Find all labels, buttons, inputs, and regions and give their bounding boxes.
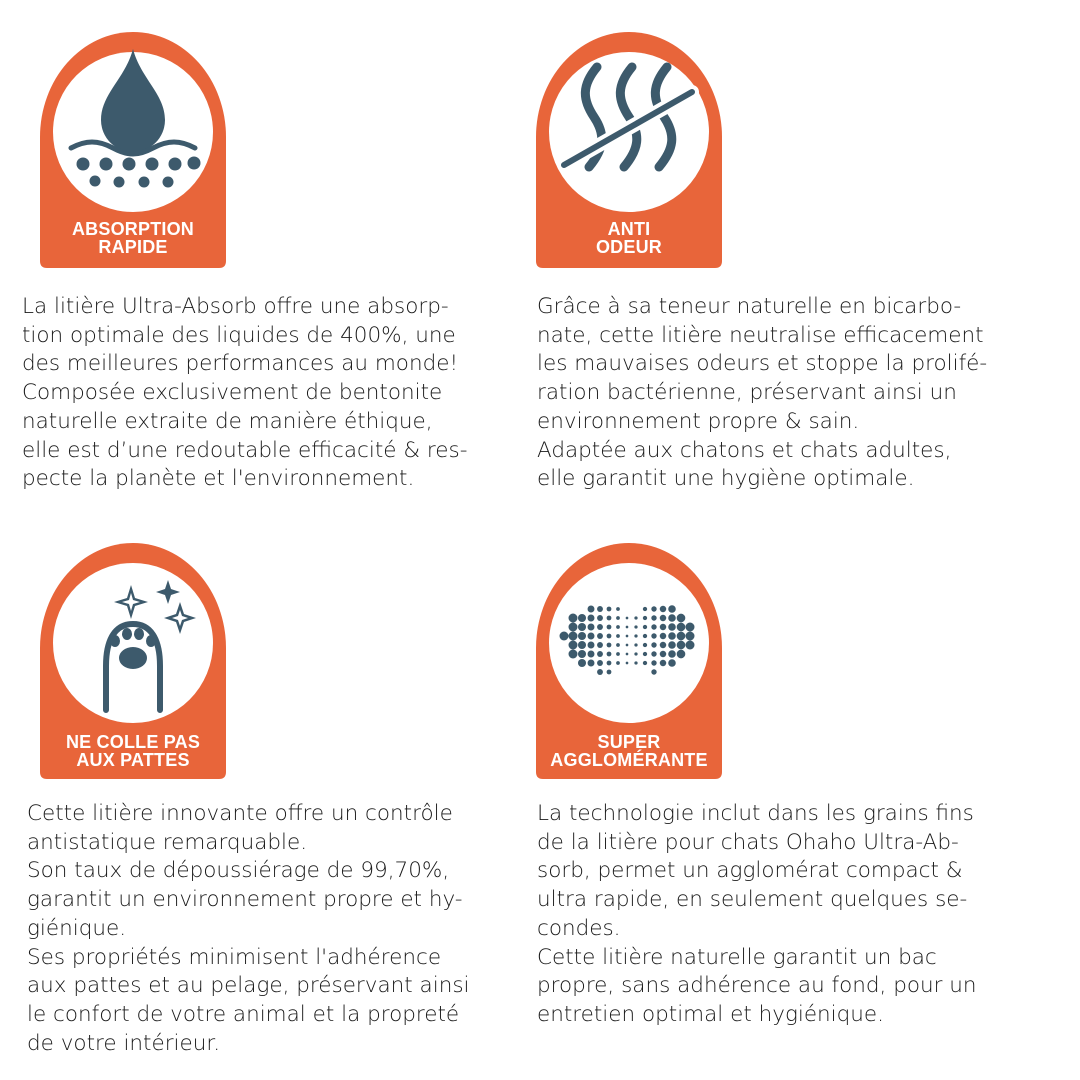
- badge-super-agglomerante: [534, 538, 724, 783]
- badge-label: ABSORPTION RAPIDE: [71, 219, 194, 257]
- badge-label: SUPER AGGLOMÉRANTE: [550, 732, 708, 770]
- badge-label: NE COLLE PAS AUX PATTES: [65, 732, 201, 770]
- badge-label: ANTI ODEUR: [595, 219, 662, 257]
- badge-anti-odeur: [534, 27, 724, 272]
- badge-ne-colle-pas: [38, 538, 228, 783]
- feature-description: Cette litière innovante offre un contrôle antistatique remarquable. Son taux de dépoussiérage de 99,70%, garantit un environnement propre et hy- giénique. Ses propriétés minimisent l'adhérence aux pattes et au pelage, préservant ainsi le confort de votre animal et la propreté de votre intérieur.: [27, 801, 470, 1056]
- feature-description: La technologie inclut dans les grains fins de la litière pour chats Ohaho Ultra-Ab- sorb, permet un agglomérat compact & ultra rapide, en seulement quelques se- condes. Cette litière naturelle garantit un bac propre, sans adhérence au fond, pour un entretien optimal et hygiénique.: [537, 801, 977, 1027]
- feature-description: La litière Ultra-Absorb offre une absorp- tion optimale des liquides de 400%, une des meilleures performances au monde! Composée exclusivement de bentonite naturelle extraite de manière éthique, elle est d’une redoutable efficacité & res- pecte la planète et l'environnement.: [22, 294, 468, 492]
- badge-absorption-rapide: [38, 27, 228, 272]
- feature-description: Grâce à sa teneur naturelle en bicarbo- nate, cette litière neutralise efficacement les mauvaises odeurs et stoppe la prolifé- ration bactérienne, préservant ainsi un environnement propre & sain. Adaptée aux chatons et chats adultes, elle garantit une hygiène optimale.: [537, 294, 988, 492]
